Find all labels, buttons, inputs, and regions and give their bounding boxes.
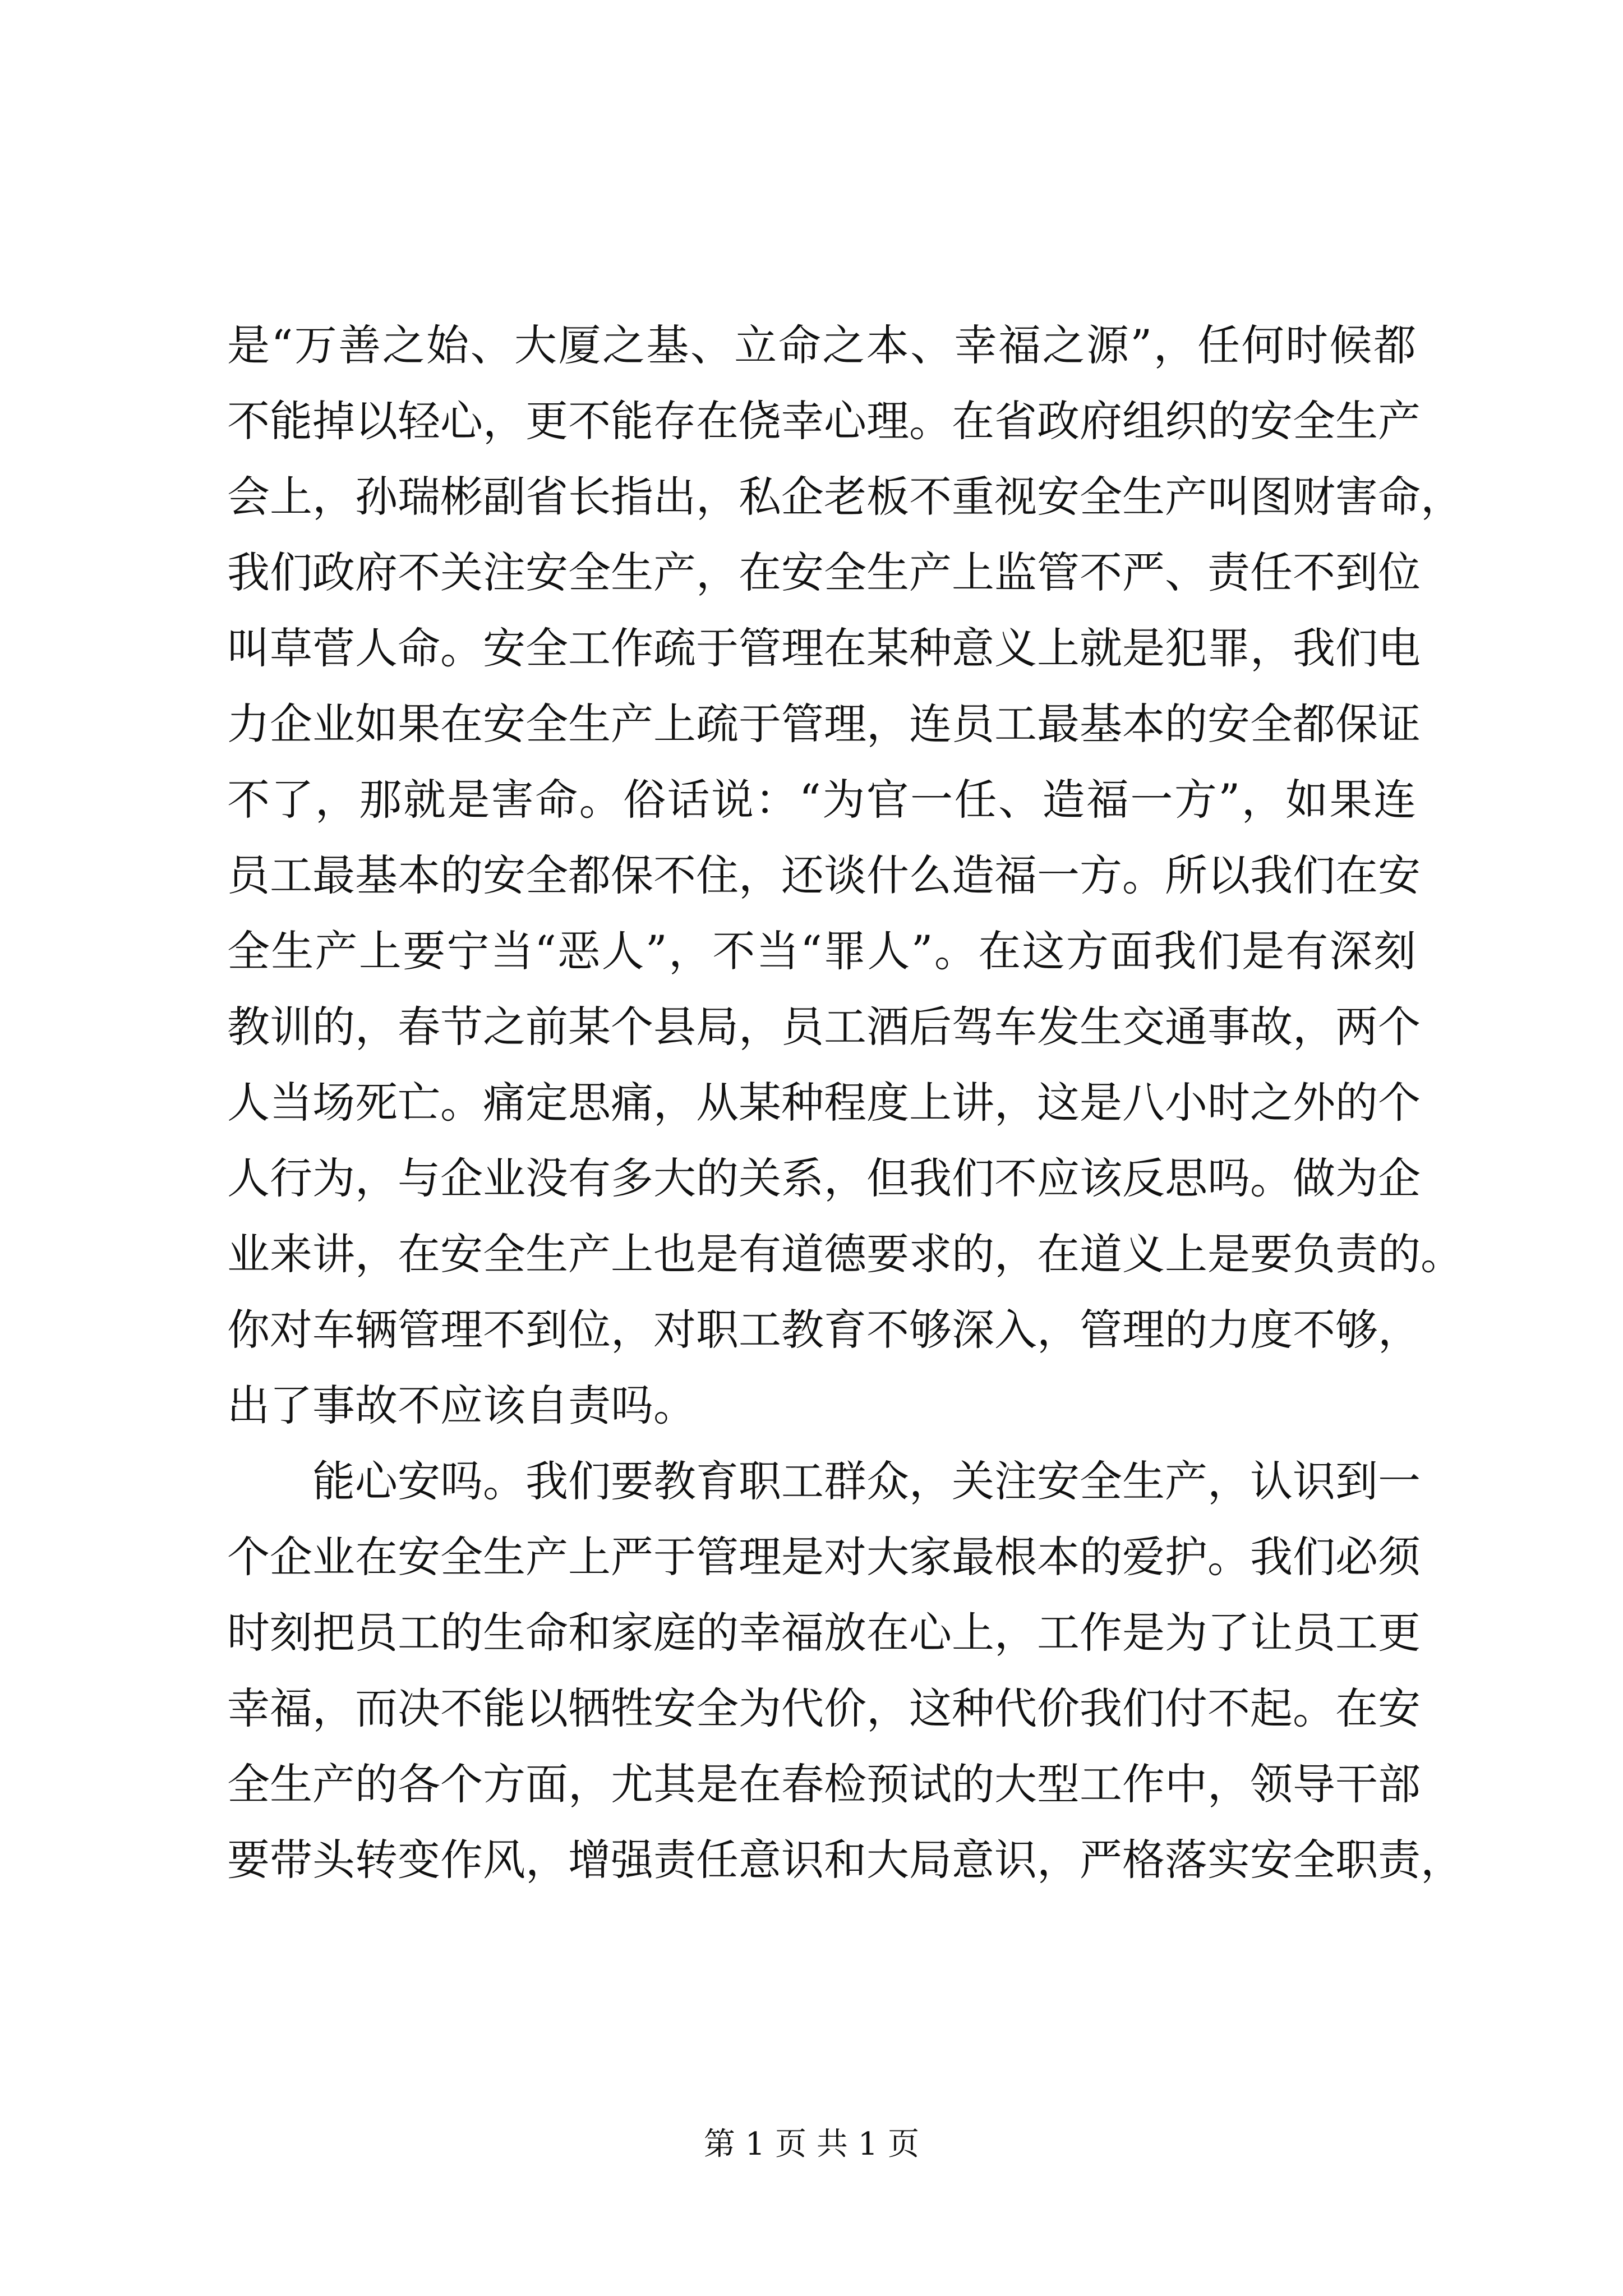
text-line: 要带头转变作风，增强责任意识和大局意识，严格落实安全职责，	[227, 1835, 1463, 1885]
text-line: 时刻把员工的生命和家庭的幸福放在心上，工作是为了让员工更	[227, 1608, 1421, 1658]
text-line: 叫草菅人命。安全工作疏于管理在某种意义上就是犯罪，我们电	[227, 623, 1421, 673]
text-line: 幸福，而决不能以牺牲安全为代价，这种代价我们付不起。在安	[227, 1683, 1421, 1733]
text-line: 不了，那就是害命。俗话说：“为官一任、造福一方”，如果连	[227, 775, 1416, 825]
text-line: 你对车辆管理不到位，对职工教育不够深入，管理的力度不够，	[227, 1305, 1421, 1355]
page-number-footer: 第 1 页 共 1 页	[703, 2126, 920, 2162]
text-line: 出了事故不应该自责吗。	[227, 1381, 696, 1430]
text-line: 人当场死亡。痛定思痛，从某种程度上讲，这是八小时之外的个	[227, 1078, 1421, 1128]
text-line: 员工最基本的安全都保不住，还谈什么造福一方。所以我们在安	[227, 850, 1421, 900]
text-line: 会上，孙瑞彬副省长指出，私企老板不重视安全生产叫图财害命，	[227, 472, 1463, 522]
text-line: 力企业如果在安全生产上疏于管理，连员工最基本的安全都保证	[227, 699, 1421, 749]
text-line: 全生产的各个方面，尤其是在春检预试的大型工作中，领导干部	[227, 1759, 1421, 1809]
text-line: 不能掉以轻心，更不能存在侥幸心理。在省政府组织的安全生产	[227, 396, 1421, 446]
text-line: 教训的，春节之前某个县局，员工酒后驾车发生交通事故，两个	[227, 1002, 1421, 1052]
paragraph-first-line: 能心安吗。我们要教育职工群众，关注安全生产，认识到一	[312, 1456, 1421, 1506]
text-line: 全生产上要宁当“恶人”，不当“罪人”。在这方面我们是有深刻	[227, 926, 1416, 976]
text-line: 我们政府不关注安全生产，在安全生产上监管不严、责任不到位	[227, 547, 1421, 597]
text-line: 人行为，与企业没有多大的关系，但我们不应该反思吗。做为企	[227, 1153, 1421, 1203]
text-line: 个企业在安全生产上严于管理是对大家最根本的爱护。我们必须	[227, 1532, 1421, 1582]
text-line: 是“万善之始、大厦之基、立命之本、幸福之源”，任何时候都	[227, 320, 1416, 370]
text-line: 业来讲，在安全生产上也是有道德要求的，在道义上是要负责的。	[227, 1229, 1463, 1279]
